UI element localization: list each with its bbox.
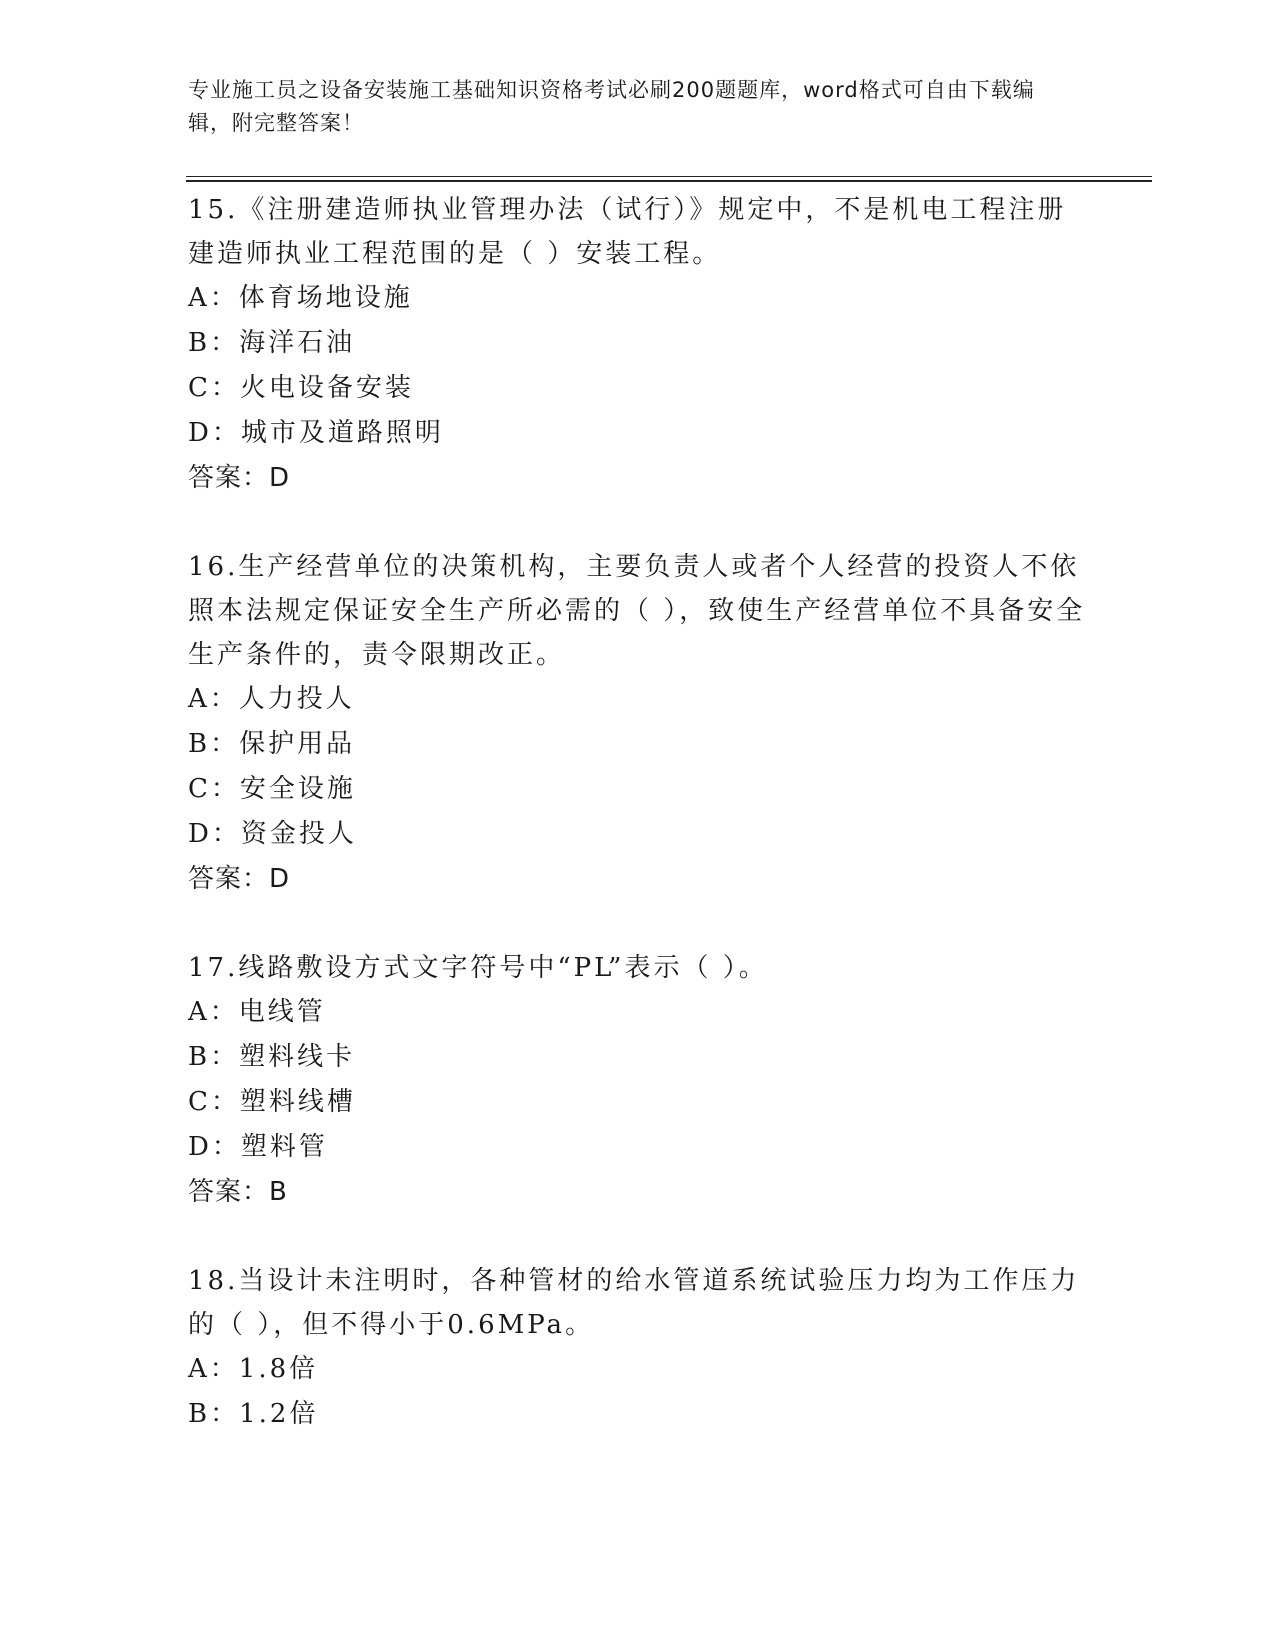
option-a: A：人力投人 [188,684,355,714]
option-d: D：城市及道路照明 [188,418,444,448]
answer-label: 答案：D [188,864,291,894]
question-text: 16.生产经营单位的决策机构，主要负责人或者个人经营的投资人不依照本法规定保证安全生产所必需的（ ），致使生产经营单位不具备安全生产条件的，责令限期改正。 [188,552,1086,670]
question-text: 15.《注册建造师执业管理办法（试行）》规定中，不是机电工程注册建造师执业工程范围的是（ ）安装工程。 [188,195,1067,269]
question-text: 18.当设计未注明时，各种管材的给水管道系统试验压力均为工作压力的（ ），但不得小于0.6MPa。 [188,1266,1080,1340]
option-a: A：1.8倍 [188,1354,319,1384]
header-divider-thick [186,180,1152,182]
option-b: B：塑料线卡 [188,1042,356,1072]
question-18 [188,1259,1088,1437]
option-d: D：资金投人 [188,819,357,849]
option-b: B：海洋石油 [188,328,356,358]
question-text: 17.线路敷设方式文字符号中“PL”表示（ ）。 [188,953,768,983]
question-17 [188,946,1088,1215]
question-15 [188,188,1088,501]
option-b: B：1.2倍 [188,1399,319,1429]
answer-label: 答案：B [188,1177,288,1207]
option-a: A：电线管 [188,997,326,1027]
option-c: C：安全设施 [188,774,356,804]
option-c: C：火电设备安装 [188,373,414,403]
option-c: C：塑料线槽 [188,1087,356,1117]
header-divider-thin [186,176,1152,177]
option-a: A：体育场地设施 [188,283,413,313]
question-list [188,188,1088,1481]
document-header [188,74,1068,140]
option-d: D：塑料管 [188,1132,328,1162]
header-intro-text: 专业施工员之设备安装施工基础知识资格考试必刷200题题库，word格式可自由下载编辑，附完整答案！ [188,78,1035,135]
option-b: B：保护用品 [188,729,356,759]
question-16 [188,545,1088,902]
answer-label: 答案：D [188,463,291,493]
